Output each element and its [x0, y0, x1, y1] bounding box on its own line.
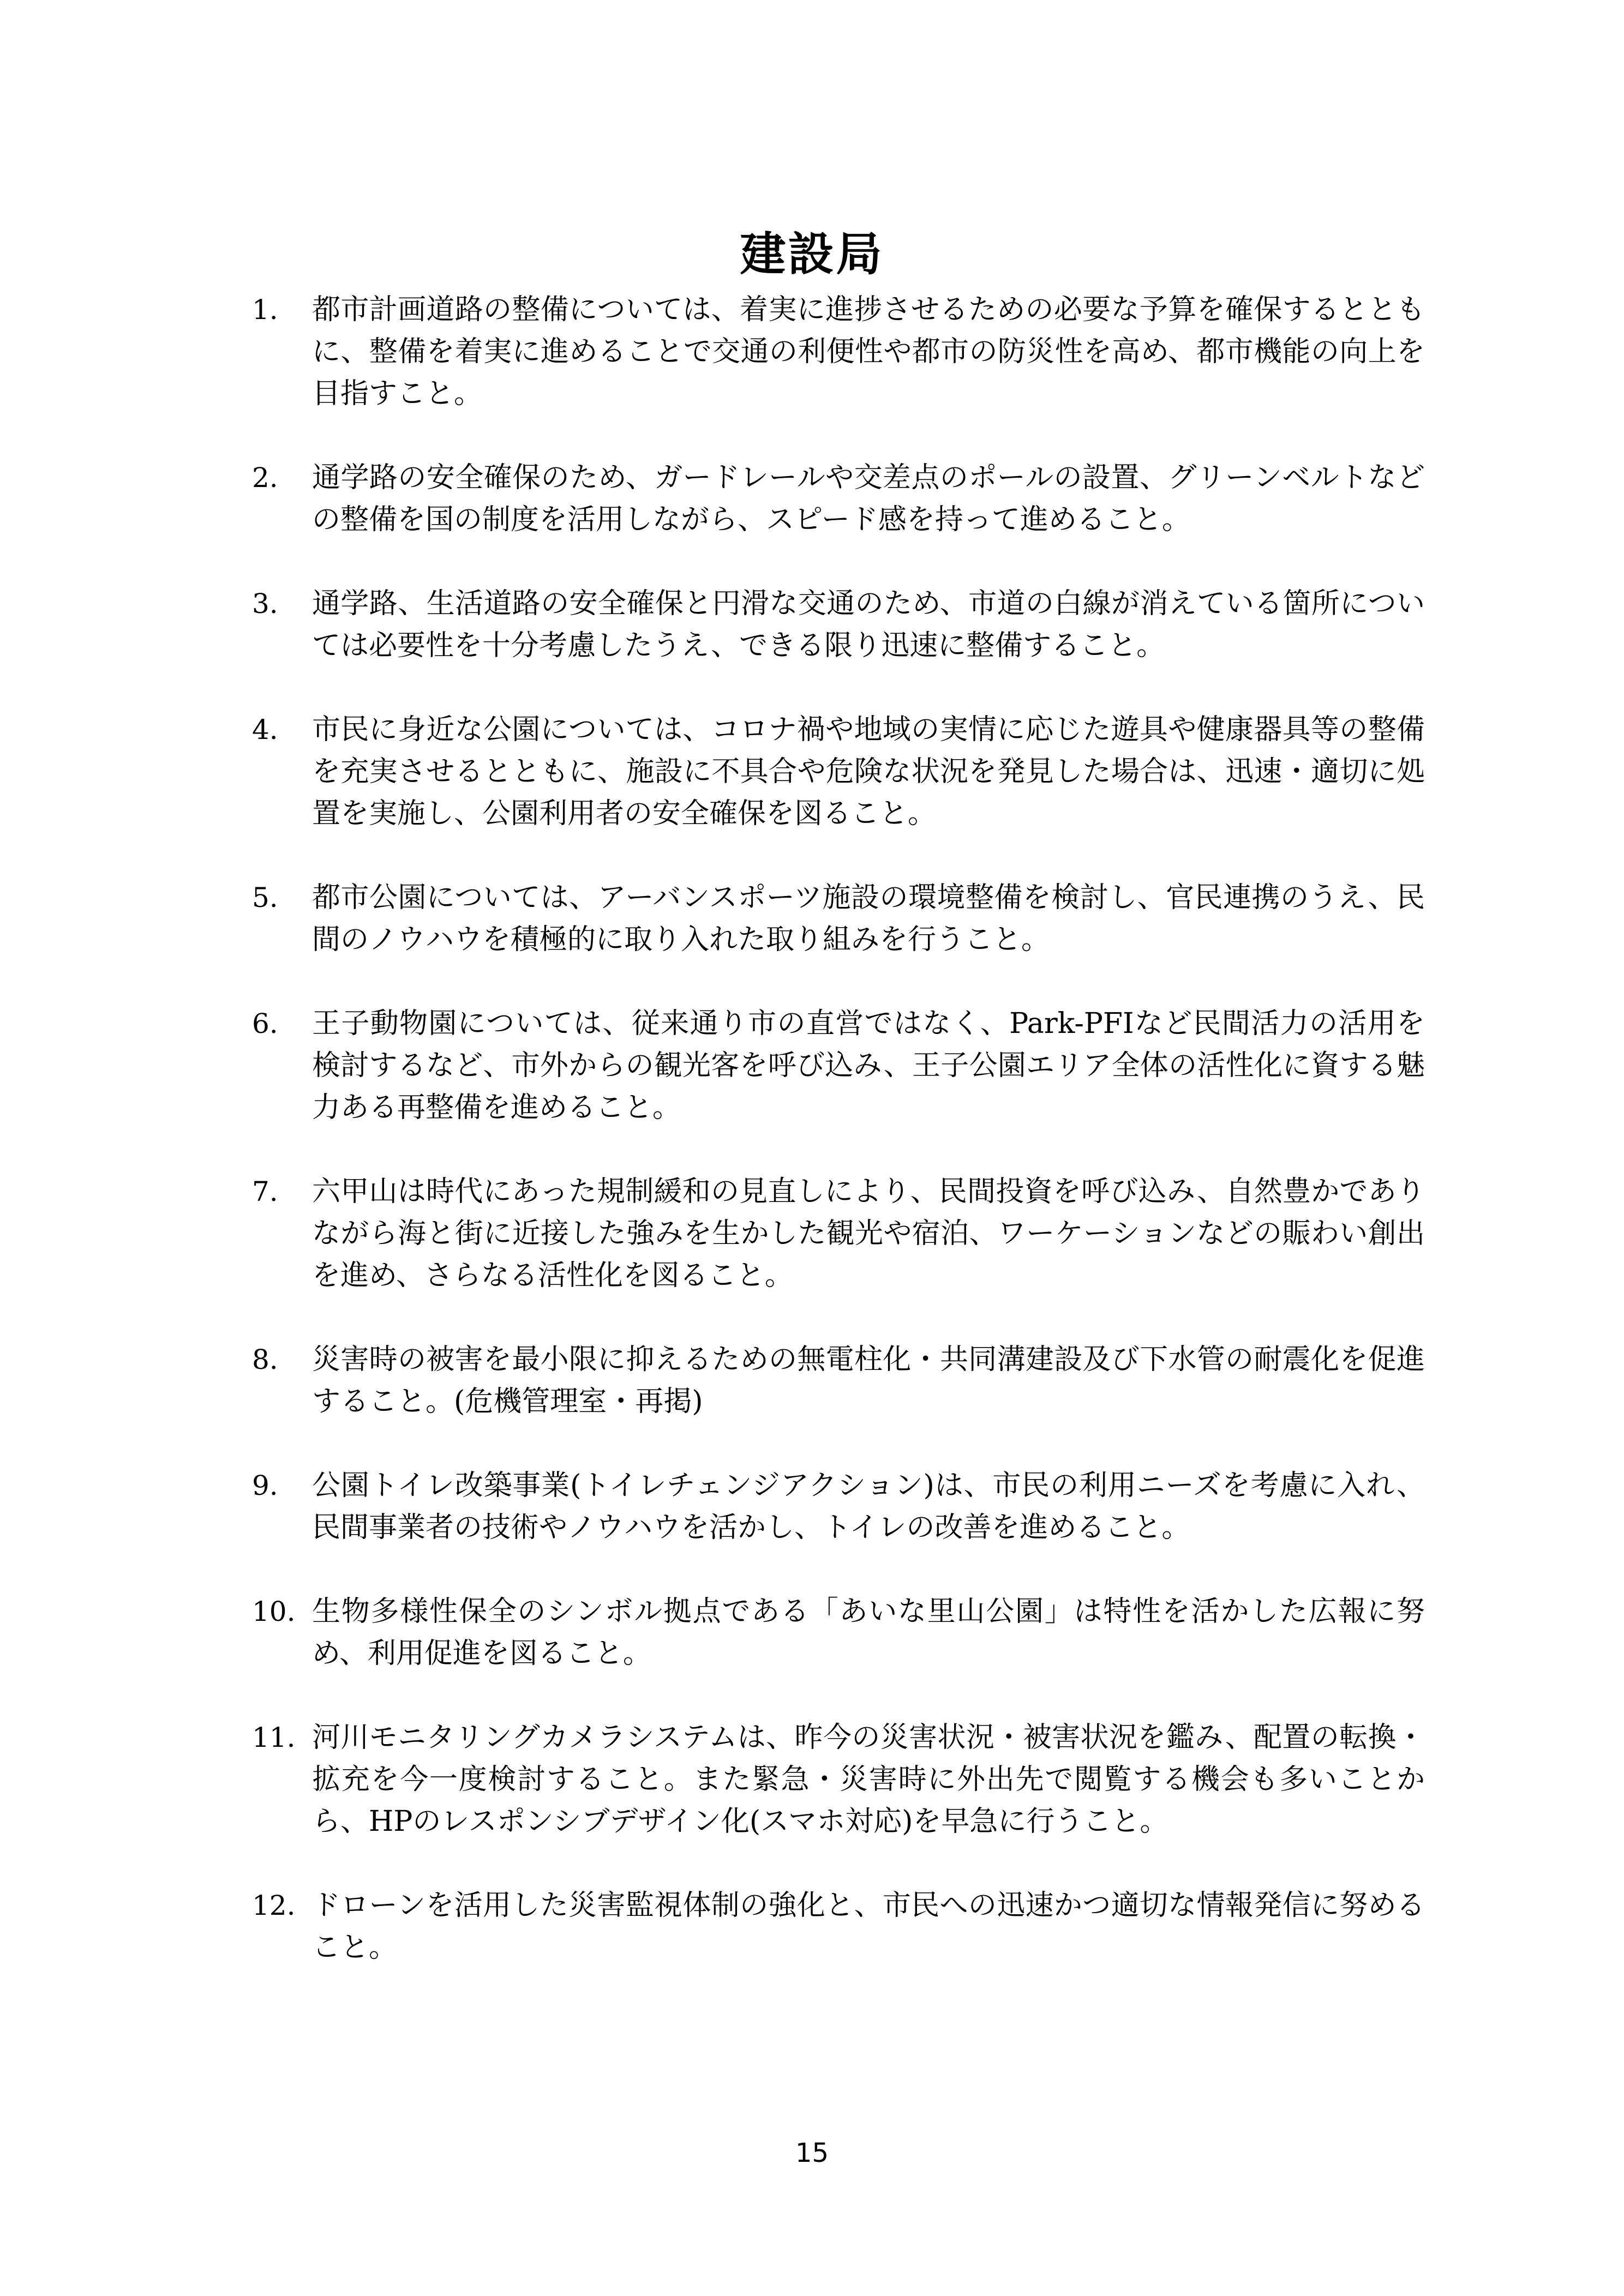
- item-text: 王子動物園については、従来通り市の直営ではなく、Park-PFIなど民間活力の活用を検討するなど、市外からの観光客を呼び込み、王子公園エリア全体の活性化に資する魅力ある再整備を進めること。: [312, 1007, 1425, 1124]
- item-number: 7.: [252, 1176, 278, 1207]
- item-text: 通学路、生活道路の安全確保と円滑な交通のため、市道の白線が消えている箇所については必要性を十分考慮したうえ、できる限り迅速に整備すること。: [312, 587, 1425, 662]
- list-item: [252, 1885, 1425, 1969]
- list-item: [252, 457, 1425, 541]
- list-item: [252, 583, 1425, 667]
- page-number: 15: [795, 2138, 829, 2168]
- item-number: 8.: [252, 1344, 278, 1375]
- item-number: 4.: [252, 714, 278, 746]
- item-text: 公園トイレ改築事業(トイレチェンジアクション)は、市民の利用ニーズを考慮に入れ、民間事業者の技術やノウハウを活かし、トイレの改善を進めること。: [312, 1469, 1425, 1544]
- item-text: 通学路の安全確保のため、ガードレールや交差点のポールの設置、グリーンベルトなどの整備を国の制度を活用しながら、スピード感を持って進めること。: [312, 461, 1425, 536]
- item-number: 10.: [252, 1596, 296, 1627]
- request-list: [252, 289, 1425, 2011]
- item-text: 都市計画道路の整備については、着実に進捗させるための必要な予算を確保するとともに、整備を着実に進めることで交通の利便性や都市の防災性を高め、都市機能の向上を目指すこと。: [312, 293, 1425, 410]
- item-text: ドローンを活用した災害監視体制の強化と、市民への迅速かつ適切な情報発信に努めること。: [312, 1889, 1425, 1964]
- list-item: [252, 1339, 1425, 1423]
- item-number: 9.: [252, 1470, 278, 1501]
- list-item: [252, 1003, 1425, 1129]
- list-item: [252, 1591, 1425, 1675]
- item-text: 市民に身近な公園については、コロナ禍や地域の実情に応じた遊具や健康器具等の整備を充実させるとともに、施設に不具合や危険な状況を発見した場合は、迅速・適切に処置を実施し、公園利用者の安全確保を図ること。: [312, 713, 1425, 830]
- item-number: 2.: [252, 462, 278, 494]
- item-text: 六甲山は時代にあった規制緩和の見直しにより、民間投資を呼び込み、自然豊かでありながら海と街に近接した強みを生かした観光や宿泊、ワーケーションなどの賑わい創出を進め、さらなる活性化を図ること。: [312, 1175, 1425, 1292]
- item-text: 災害時の被害を最小限に抑えるための無電柱化・共同溝建設及び下水管の耐震化を促進すること。(危機管理室・再掲): [312, 1343, 1425, 1418]
- list-item: [252, 1171, 1425, 1297]
- list-item: [252, 289, 1425, 415]
- item-text: 生物多様性保全のシンボル拠点である「あいな里山公園」は特性を活かした広報に努め、利用促進を図ること。: [312, 1595, 1425, 1670]
- item-text: 都市公園については、アーバンスポーツ施設の環境整備を検討し、官民連携のうえ、民間のノウハウを積極的に取り入れた取り組みを行うこと。: [312, 881, 1425, 956]
- page-title: 建設局: [740, 227, 884, 281]
- list-item: [252, 1465, 1425, 1549]
- item-number: 11.: [252, 1722, 296, 1753]
- item-number: 12.: [252, 1890, 296, 1921]
- item-text: 河川モニタリングカメラシステムは、昨今の災害状況・被害状況を鑑み、配置の転換・拡充を今一度検討すること。また緊急・災害時に外出先で閲覧する機会も多いことから、HPのレスポンシブデザイン化(スマホ対応)を早急に行うこと。: [312, 1721, 1425, 1838]
- list-item: [252, 877, 1425, 961]
- item-number: 3.: [252, 588, 278, 620]
- list-item: [252, 709, 1425, 835]
- item-number: 6.: [252, 1008, 278, 1039]
- item-number: 1.: [252, 294, 278, 326]
- item-number: 5.: [252, 882, 278, 913]
- list-item: [252, 1717, 1425, 1843]
